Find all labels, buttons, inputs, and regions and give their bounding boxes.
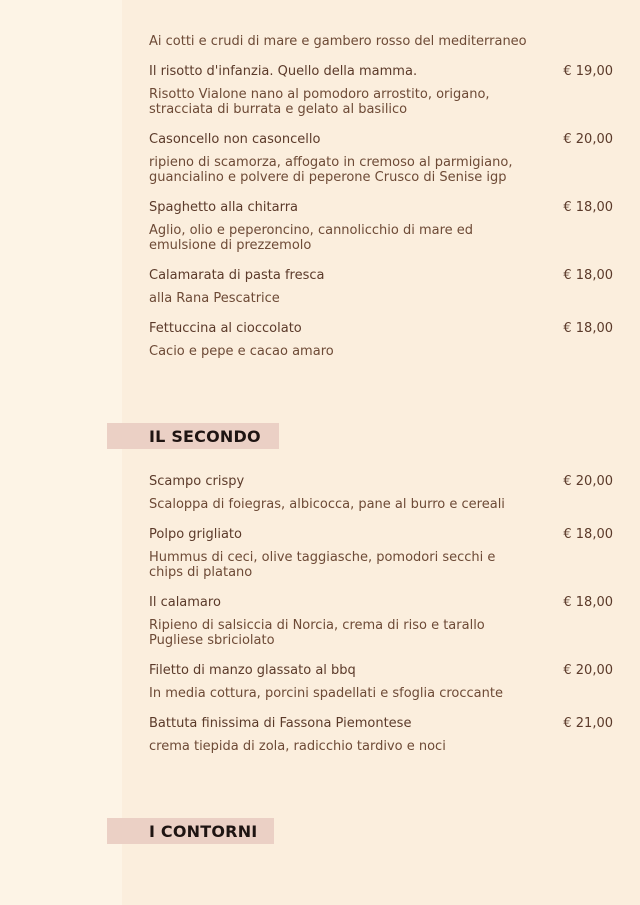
menu-item [149,716,615,754]
menu-item-description: ripieno di scamorza, affogato in cremoso al parmigiano, guancialino e polvere di peperone Crusco di Senise igp [149,155,513,185]
menu-item [149,321,615,359]
menu-item-description: Cacio e pepe e cacao amaro [149,344,334,359]
menu-item-description: In media cottura, porcini spadellati e sfoglia croccante [149,686,503,701]
menu-item-description: Aglio, olio e peperoncino, cannolicchio di mare ed emulsione di prezzemolo [149,223,474,253]
menu-item-description: Hummus di ceci, olive taggiasche, pomodori secchi e chips di platano [149,550,496,580]
menu-item-price: € 19,00 [563,64,613,79]
section-header-contorni [107,818,274,844]
menu-item-name: Calamarata di pasta fresca [149,268,325,283]
menu-item [149,527,615,580]
menu-item-price: € 21,00 [563,716,613,731]
menu-item-price: € 18,00 [563,595,613,610]
menu-item-name: Il calamaro [149,595,221,610]
menu-item [149,268,615,306]
menu-item-price: € 20,00 [563,663,613,678]
section-header-secondo [107,423,279,449]
section-intro-text: Ai cotti e crudi di mare e gambero rosso del mediterraneo [149,34,527,49]
section-title: I CONTORNI [149,821,258,841]
menu-item [149,595,615,648]
menu-item-price: € 18,00 [563,268,613,283]
menu-item [149,200,615,253]
left-margin-band [0,0,122,905]
menu-item-description: Scaloppa di foiegras, albicocca, pane al burro e cereali [149,497,505,512]
menu-item-price: € 18,00 [563,321,613,336]
menu-item-name: Casoncello non casoncello [149,132,321,147]
menu-item-price: € 20,00 [563,132,613,147]
menu-item-name: Il risotto d'infanzia. Quello della mamma. [149,64,418,79]
menu-item-description: crema tiepida di zola, radicchio tardivo e noci [149,739,446,754]
menu-item-name: Fettuccina al cioccolato [149,321,302,336]
menu-item-price: € 20,00 [563,474,613,489]
menu-item-price: € 18,00 [563,200,613,215]
menu-item [149,132,615,185]
menu-item-description: alla Rana Pescatrice [149,291,280,306]
menu-item-name: Spaghetto alla chitarra [149,200,299,215]
section-title: IL SECONDO [149,426,261,446]
menu-item [149,474,615,512]
menu-item-name: Polpo grigliato [149,527,242,542]
menu-item [149,64,615,117]
menu-item [149,663,615,701]
menu-item-description: Risotto Vialone nano al pomodoro arrostito, origano, stracciata di burrata e gelato al basilico [149,87,490,117]
menu-item-description: Ripieno di salsiccia di Norcia, crema di riso e tarallo Pugliese sbriciolato [149,618,485,648]
menu-item-price: € 18,00 [563,527,613,542]
menu-item-name: Filetto di manzo glassato al bbq [149,663,356,678]
menu-item-name: Scampo crispy [149,474,245,489]
menu-item-name: Battuta finissima di Fassona Piemontese [149,716,412,731]
